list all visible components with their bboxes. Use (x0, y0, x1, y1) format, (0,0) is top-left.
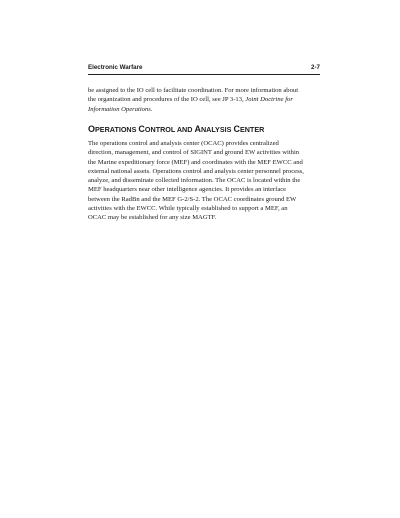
heading-text-2: ONTROL AND (144, 125, 195, 134)
page-number: 2-7 (311, 64, 320, 71)
heading-cap-4: C (233, 124, 240, 134)
heading-cap-1: O (88, 124, 96, 134)
heading-text-3: NALYSIS (200, 125, 234, 134)
heading-text-4: ENTER (239, 125, 265, 134)
intro-line-2-text: the organization and procedures of the IO cell, see JP 3-13, (88, 96, 244, 104)
header-rule (88, 74, 320, 75)
heading-cap-3: A (194, 124, 201, 134)
heading-cap-2: C (138, 124, 145, 134)
body-line: analyze, and disseminate collected information. The OCAC is located within the (88, 177, 301, 185)
body-line: the Marine expeditionary force (MEF) and coordinates with the MEF EWCC and (88, 158, 303, 166)
body-line: between the RadBn and the MEF G-2/S-2. The OCAC coordinates ground EW (88, 195, 297, 203)
heading-text-1: PERATIONS (95, 125, 139, 134)
publication-title-part-2: Information Operations (88, 105, 151, 113)
section-title: Electronic Warfare (88, 64, 143, 71)
intro-line-2 (88, 95, 320, 104)
section-body-paragraph (88, 139, 320, 223)
intro-line-3 (88, 105, 320, 114)
body-line: activities with the EWCC. While typically established to support a MEF, an (88, 205, 288, 213)
body-line: The operations control and analysis center (OCAC) provides centralized (88, 140, 279, 147)
publication-title-part-1: Joint Doctrine for (245, 96, 293, 104)
section-heading (88, 124, 320, 135)
intro-line-3-end: . (150, 105, 153, 113)
intro-line-1: be assigned to the IO cell to facilitate coordination. For more information about (88, 87, 299, 94)
body-line: MEF headquarters near other intelligence agencies. It provides an interface (88, 186, 287, 194)
body-line: OCAC may be established for any size MAGTF. (88, 214, 217, 222)
running-header (88, 62, 320, 74)
body-line: direction, management, and control of SIGINT and ground EW activities within (88, 149, 300, 157)
intro-paragraph (88, 86, 320, 114)
body-line: external national assets. Operations control and analysis center personnel process, (88, 167, 304, 175)
